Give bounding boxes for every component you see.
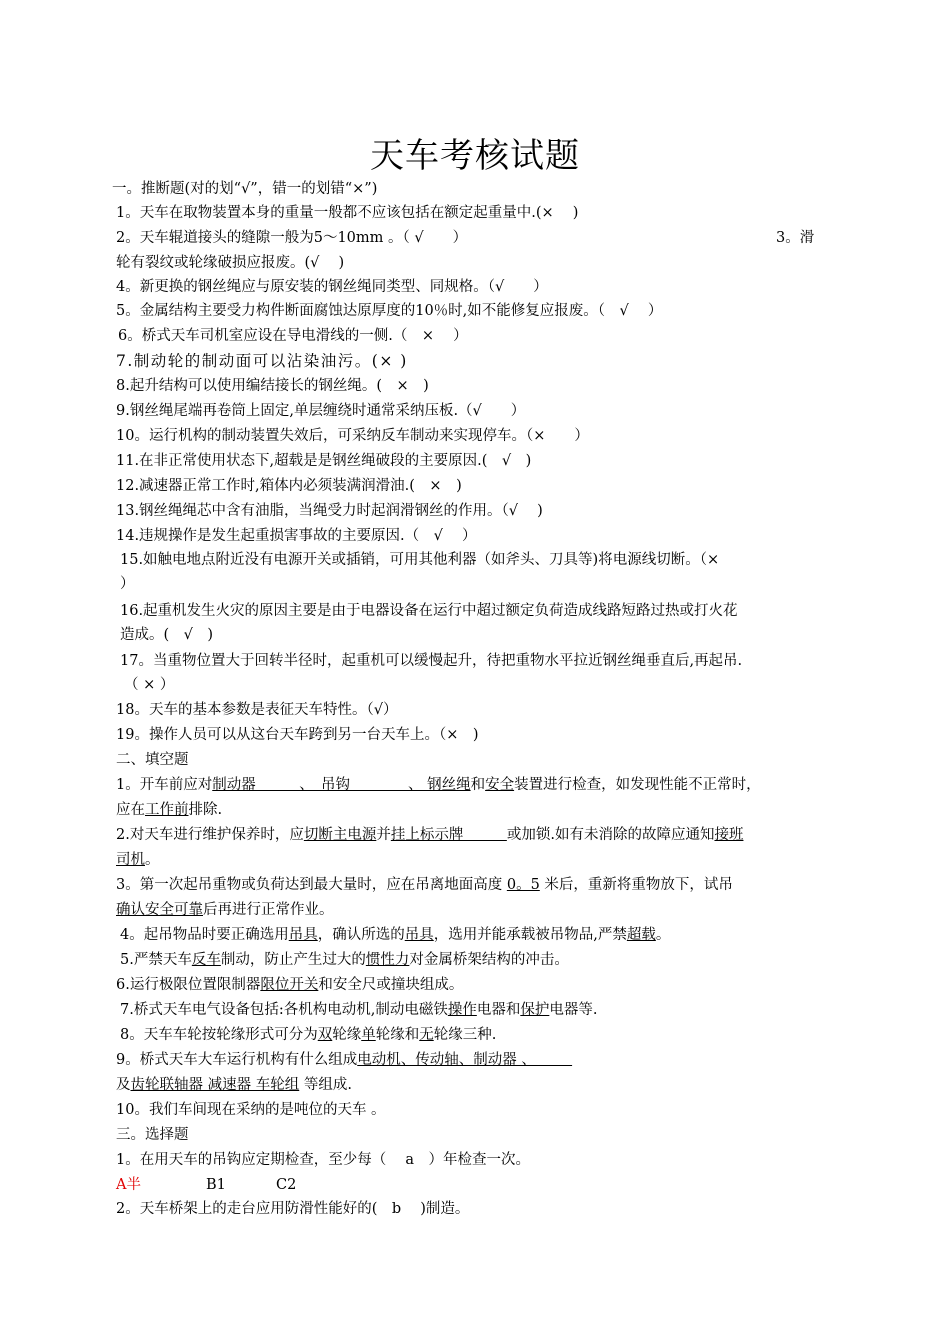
fill-9-blank: 电动机、传动轴、制动器 、: [357, 1052, 573, 1068]
choice-1-option-b: B1: [206, 1177, 226, 1193]
fill-8-blank: 单: [361, 1027, 376, 1043]
fill-3-text: 米后，重新将重物放下，试吊: [539, 877, 733, 893]
fill-9-text: 9。桥式天车大车运行机构有什么组成: [116, 1052, 358, 1068]
fill-1-text: 和: [470, 777, 486, 793]
question-3-end: 轮有裂纹或轮缘破损应报废。(√ ): [116, 255, 345, 271]
fill-6-text: 6.运行极限位置限制器: [116, 977, 261, 993]
question-12: 12.减速器正常工作时,箱体内必须装满润滑油.( × ): [116, 478, 462, 494]
fill-5-text: 5.严禁天车: [120, 952, 192, 968]
fill-9-text: 等组成.: [299, 1077, 352, 1093]
fill-2-blank: 切断主电源: [303, 827, 377, 843]
fill-8-text: 轮缘和: [375, 1027, 420, 1043]
section-heading-fill: 二、填空题: [116, 752, 189, 768]
fill-3-text: 后再进行正常作业。: [203, 902, 334, 918]
fill-7-blank: 操作: [447, 1002, 477, 1018]
fill-8-text: 轮缘三种.: [433, 1027, 497, 1043]
fill-8-text: 8。天车车轮按轮缘形式可分为: [120, 1027, 318, 1043]
fill-9-line-1: [116, 1050, 572, 1070]
question-19: 19。操作人员可以从这台天车跨到另一台天车上。（× ): [116, 727, 479, 743]
fill-1-text: 排除.: [188, 802, 223, 818]
fill-6-blank: 限位开关: [260, 977, 319, 993]
fill-8-blank: 无: [419, 1027, 434, 1043]
question-16-start: 16.起重机发生火灾的原因主要是由于电器设备在运行中超过额定负荷造成线路短路过热或打火花: [120, 603, 738, 619]
fill-5-blank: 惯性力: [365, 952, 410, 968]
fill-2-text: 。: [145, 852, 160, 868]
fill-4-text: ，选用并能承载被吊物品,严禁: [433, 927, 627, 943]
choice-1-option-a: A半: [116, 1177, 141, 1193]
question-3-start: 3。滑: [776, 230, 815, 246]
fill-10: 10。我们车间现在采纳的是吨位的天车 。: [116, 1102, 386, 1118]
question-18: 18。天车的基本参数是表征天车特性。（√）: [116, 702, 398, 718]
fill-2-blank: 司机: [116, 852, 145, 868]
fill-7-text: 电器和: [476, 1002, 521, 1018]
fill-2-line-1: [116, 825, 743, 845]
fill-7-text: 7.桥式天车电气设备包括:各机构电动机,制动电磁铁: [120, 1002, 448, 1018]
question-6: 6。桥式天车司机室应设在导电滑线的一侧.（ × ）: [118, 328, 468, 344]
fill-4-blank: 超载: [626, 927, 656, 943]
fill-2-text: 2.对天车进行维护保养时，应: [116, 827, 304, 843]
fill-2-text: 或加锁.如有未消除的故障应通知: [506, 827, 715, 843]
fill-6-text: 和安全尺或撞块组成。: [318, 977, 464, 993]
fill-7: [120, 1000, 597, 1020]
fill-4: [120, 925, 670, 945]
question-4: 4。新更换的钢丝绳应与原安装的钢丝绳同类型、同规格。（√ ）: [116, 279, 548, 295]
question-14: 14.违规操作是发生起重损害事故的主要原因.（ √ ）: [116, 528, 477, 544]
fill-1-blank: 工作前: [145, 802, 189, 818]
question-17-start: 17。当重物位置大于回转半径时，起重机可以缓慢起升，待把重物水平拉近钢丝绳垂直后,再起吊.: [120, 653, 743, 669]
fill-1-line-2: [116, 800, 222, 820]
choice-1: 1。在用天车的吊钩应定期检查，至少每（ a ）年检查一次。: [116, 1152, 530, 1168]
question-7: 7.制动轮的制动面可以沾染油污。(× ): [116, 352, 408, 370]
fill-8-blank: 双: [317, 1027, 333, 1043]
choice-2: 2。天车桥架上的走台应用防滑性能好的( b )制造。: [116, 1201, 470, 1217]
question-13: 13.钢丝绳绳芯中含有油脂，当绳受力时起润滑钢丝的作用。（√ ): [116, 503, 543, 519]
document-title: 天车考核试题: [370, 136, 580, 176]
section-heading-choice: 三。选择题: [116, 1127, 189, 1143]
question-11: 11.在非正常使用状态下,超载是是钢丝绳破段的主要原因.( √ ): [116, 453, 532, 469]
fill-3-blank: 确认安全可靠: [116, 902, 203, 918]
fill-9-blank: 齿轮联轴器 减速器 车轮组: [130, 1077, 300, 1093]
fill-8-text: 轮缘: [332, 1027, 362, 1043]
fill-9-line-2: [116, 1075, 352, 1095]
question-16-end: 造成。( √ ): [120, 627, 214, 643]
question-8: 8.起升结构可以使用编结接长的钢丝绳。( × ): [116, 378, 429, 394]
fill-2-blank: 挂上标示牌: [390, 827, 507, 843]
fill-3-text: 3。第一次起吊重物或负荷达到最大量时，应在吊离地面高度: [116, 877, 507, 893]
fill-3-line-1: [116, 875, 733, 895]
fill-7-blank: 保护: [520, 1002, 550, 1018]
question-9: 9.钢丝绳尾端再卷筒上固定,单层缠绕时通常采纳压板.（√ ）: [116, 403, 526, 419]
fill-2-line-2: [116, 850, 160, 870]
fill-1-line-1: [116, 775, 761, 795]
fill-1-text: 装置进行检查，如发现性能不正常时，: [514, 777, 761, 793]
fill-4-blank: 吊具: [288, 927, 318, 943]
fill-1-blank: 安全: [485, 777, 515, 793]
fill-4-text: ，确认所选的: [317, 927, 405, 943]
fill-5-text: 对金属桥架结构的冲击。: [409, 952, 569, 968]
question-2: 2。天车辊道接头的缝隙一般为5～10mm 。（ √ ）: [116, 230, 468, 246]
fill-1-text: 1。开车前应对: [116, 777, 213, 793]
question-15-end: ）: [120, 576, 135, 592]
fill-3-line-2: [116, 900, 334, 920]
fill-2-text: 并: [376, 827, 391, 843]
section-heading-judgement: 一。推断题(对的划“√”，错一的划错“×”): [112, 181, 378, 197]
choice-1-option-c: C2: [276, 1177, 297, 1193]
fill-9-text: 及: [116, 1077, 131, 1093]
fill-7-text: 电器等.: [549, 1002, 598, 1018]
question-5: 5。金属结构主要受力构件断面腐蚀达原厚度的10％时,如不能修复应报废。（ √ ）: [116, 303, 663, 319]
fill-6: [116, 975, 463, 995]
question-10: 10。运行机构的制动装置失效后，可采纳反车制动来实现停车。（× ）: [116, 428, 589, 444]
fill-4-text: 。: [655, 927, 671, 943]
fill-3-blank: 0。5: [506, 877, 540, 893]
question-1: 1。天车在取物装置本身的重量一般都不应该包括在额定起重量中.(× ): [116, 205, 579, 221]
question-17-end: （ × ）: [124, 677, 175, 693]
fill-5-blank: 反车: [191, 952, 221, 968]
question-15-start: 15.如触电地点附近没有电源开关或插销，可用其他利器（如斧头、刀具等)将电源线切断。（×: [120, 552, 720, 568]
fill-4-blank: 吊具: [404, 927, 434, 943]
fill-1-blank: 制动器 、 吊钩 、 钢丝绳: [212, 777, 471, 793]
fill-8: [120, 1025, 496, 1045]
fill-5-text: 制动，防止产生过大的: [220, 952, 366, 968]
fill-5: [120, 950, 569, 970]
fill-4-text: 4。起吊物品时要正确选用: [120, 927, 289, 943]
fill-1-text: 应在: [116, 802, 145, 818]
fill-2-blank: 接班: [714, 827, 744, 843]
